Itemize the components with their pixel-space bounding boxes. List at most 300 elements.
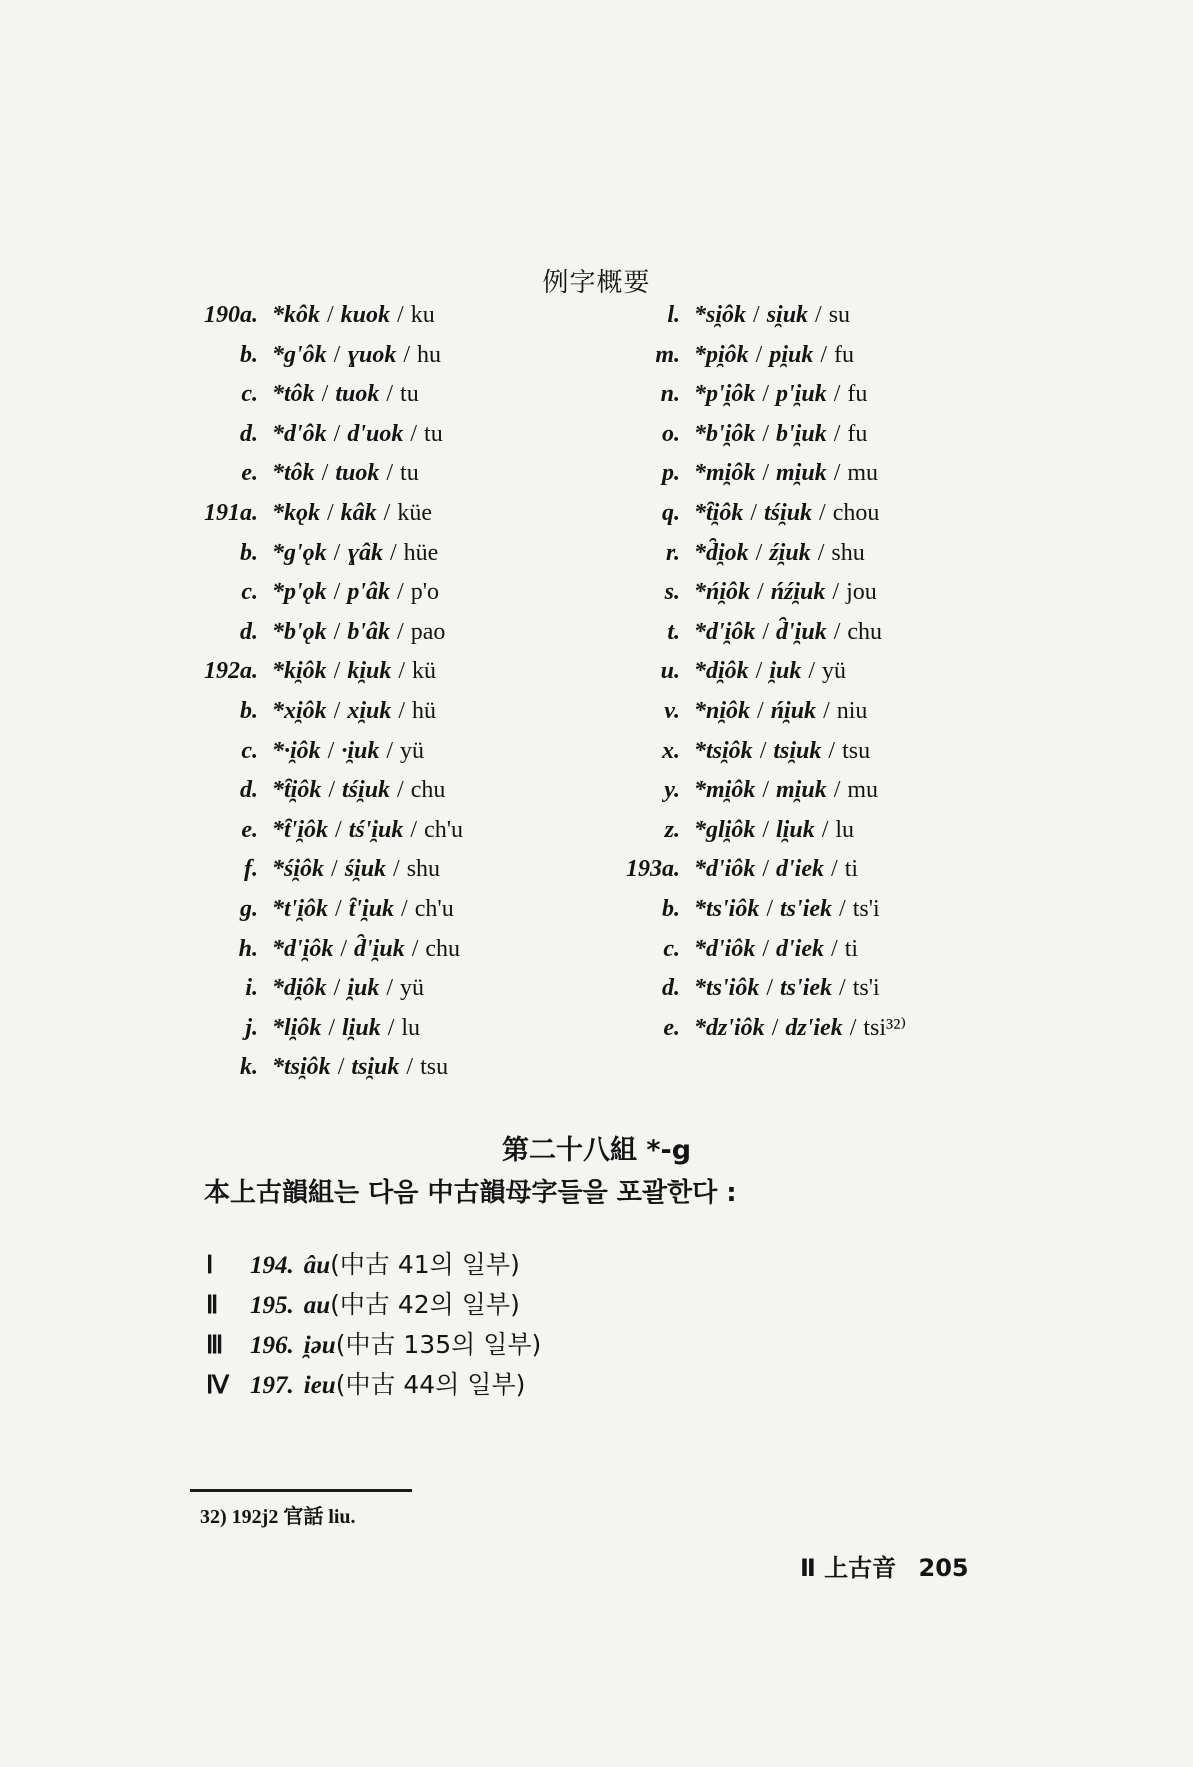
rime-note: (中古 44의 일부) [335, 1370, 526, 1399]
separator: / [410, 420, 418, 447]
separator: / [403, 341, 411, 368]
entry-row [612, 930, 906, 970]
separator: / [406, 1054, 414, 1081]
mandarin-reading: mu [847, 777, 879, 804]
archaic-form: *di̯ôk [272, 975, 327, 1002]
entry-label: 190a. [204, 302, 258, 328]
separator: / [393, 856, 400, 883]
middle-form: d̑'i̯uk [776, 618, 827, 645]
separator: / [849, 1014, 857, 1041]
entry-row [190, 375, 463, 415]
separator: / [333, 697, 341, 724]
archaic-form: *mi̯ôk [694, 777, 756, 804]
separator: / [398, 658, 406, 685]
separator: / [839, 975, 846, 1002]
entry-label: j. [245, 1014, 258, 1041]
entry-row [612, 692, 906, 732]
rime-note: (中古 41의 일부) [330, 1250, 520, 1279]
mandarin-reading: tu [424, 420, 443, 447]
rime-note: (中古 42의 일부) [330, 1290, 520, 1319]
entry-row [190, 534, 463, 574]
entry-label: c. [241, 737, 258, 764]
entry-label: n. [660, 381, 680, 408]
separator: / [833, 420, 841, 447]
separator: / [327, 302, 334, 328]
archaic-form: *d'ôk [272, 420, 327, 447]
archaic-form: *g'ôk [272, 341, 327, 368]
separator: / [766, 895, 774, 922]
archaic-form: *ts'iôk [694, 895, 760, 922]
entry-row [612, 811, 906, 851]
mandarin-reading: kü [412, 658, 437, 685]
separator: / [333, 539, 341, 566]
separator: / [401, 895, 408, 922]
separator: / [397, 618, 404, 645]
middle-form: kuok [340, 302, 391, 328]
entry-row [612, 613, 906, 653]
rime-roman: Ⅳ [206, 1372, 230, 1399]
entry-row [190, 850, 463, 890]
separator: / [390, 539, 397, 566]
separator: / [755, 658, 763, 685]
entry-label: 192a. [204, 658, 258, 685]
middle-form: tsi̯uk [351, 1054, 400, 1081]
archaic-form: *tôk [272, 381, 315, 408]
entry-row [190, 732, 463, 772]
middle-form: ɣuok [347, 341, 397, 368]
mandarin-reading: chou [832, 499, 880, 526]
separator: / [327, 499, 334, 526]
entry-label: d. [240, 618, 258, 645]
separator: / [762, 618, 770, 645]
separator: / [337, 1054, 345, 1081]
mandarin-reading: hü [412, 697, 437, 724]
entry-row [190, 890, 463, 930]
archaic-form: *d'iôk [694, 856, 756, 883]
separator: / [815, 302, 822, 328]
separator: / [771, 1014, 779, 1041]
entry-row [612, 573, 906, 613]
separator: / [833, 777, 841, 804]
separator: / [331, 856, 338, 883]
middle-form: ńźi̯uk [770, 579, 826, 606]
archaic-form: *ki̯ôk [272, 658, 327, 685]
section-title: 例字概要 [542, 268, 651, 298]
separator: / [333, 658, 341, 685]
separator: / [755, 341, 763, 368]
separator: / [832, 579, 840, 606]
entry-row [612, 534, 906, 574]
separator: / [333, 579, 341, 606]
middle-form: ·i̯uk [341, 737, 380, 764]
mandarin-reading: fu [834, 341, 855, 368]
separator: / [823, 697, 830, 724]
mandarin-reading: ch'u [424, 816, 464, 843]
middle-form: si̯uk [766, 302, 809, 328]
archaic-form: *t'i̯ôk [272, 895, 329, 922]
separator: / [757, 579, 764, 606]
rime-item [206, 1325, 541, 1365]
mandarin-reading: tu [400, 460, 419, 487]
entry-row [190, 573, 463, 613]
rime-item [206, 1245, 541, 1285]
rime-roman: Ⅱ [206, 1292, 219, 1319]
archaic-form: *p'i̯ôk [694, 381, 756, 408]
footnote-rule [190, 1489, 412, 1492]
entry-label: l. [667, 302, 680, 328]
archaic-form: *ni̯ôk [694, 697, 751, 724]
entry-row [190, 771, 463, 811]
entry-label: y. [664, 777, 680, 804]
entry-row [190, 454, 463, 494]
mandarin-reading: chu [410, 777, 446, 804]
entries-right-column [612, 296, 906, 1048]
middle-form: pi̯uk [769, 341, 814, 368]
archaic-form: *pi̯ôk [694, 341, 749, 368]
middle-form: ɣâk [347, 539, 383, 566]
archaic-form: *kǫk [272, 499, 320, 526]
separator: / [820, 341, 828, 368]
separator: / [397, 777, 404, 804]
archaic-form: *g'ǫk [272, 539, 327, 566]
separator: / [333, 618, 341, 645]
archaic-form: *di̯ôk [694, 658, 749, 685]
archaic-form: *tsi̯ôk [272, 1054, 331, 1081]
page-footer [800, 1548, 969, 1583]
mandarin-reading: ts'i [852, 895, 880, 922]
separator: / [386, 460, 394, 487]
middle-form: t̑'i̯uk [348, 895, 395, 922]
archaic-form: *dz'iôk [694, 1014, 765, 1041]
archaic-form: *d'i̯ôk [272, 935, 334, 962]
mandarin-reading: su [828, 302, 851, 328]
entries-left-column [190, 296, 463, 1088]
separator: / [839, 895, 846, 922]
entry-row [190, 692, 463, 732]
entry-label: k. [240, 1054, 258, 1081]
archaic-form: *d̑i̯ok [694, 539, 749, 566]
separator: / [757, 697, 764, 724]
archaic-form: *t̑i̯ôk [694, 499, 744, 526]
mandarin-reading: fu [847, 420, 868, 447]
middle-form: tśi̯uk [764, 499, 813, 526]
entry-row [612, 890, 906, 930]
rime-number: 196. [250, 1332, 294, 1359]
separator: / [828, 737, 836, 764]
separator: / [762, 460, 770, 487]
middle-form: tuok [335, 460, 380, 487]
entry-label: x. [662, 737, 680, 764]
separator: / [335, 895, 342, 922]
separator: / [328, 1014, 336, 1041]
separator: / [762, 856, 770, 883]
separator: / [762, 935, 770, 962]
mandarin-reading: lu [401, 1014, 421, 1041]
separator: / [759, 737, 767, 764]
entry-row [190, 652, 463, 692]
separator: / [397, 302, 404, 328]
rime-number: 194. [250, 1252, 294, 1279]
entry-label: 193a. [626, 856, 680, 883]
middle-form: i̯uk [769, 658, 802, 685]
middle-form: tśi̯uk [342, 777, 391, 804]
entry-row [612, 969, 906, 1009]
entry-label: z. [664, 816, 680, 843]
mandarin-reading: tsu [842, 737, 871, 764]
entry-label: d. [240, 777, 258, 804]
entry-label: u. [660, 658, 680, 685]
rime-item [206, 1365, 541, 1405]
middle-form: li̯uk [776, 816, 815, 843]
middle-form: i̯uk [347, 975, 380, 1002]
mandarin-reading: tsu [420, 1054, 449, 1081]
rime-form: i̯ǝu [303, 1332, 336, 1359]
middle-form: ts'iek [780, 895, 833, 922]
middle-form: kâk [340, 499, 377, 526]
separator: / [335, 816, 342, 843]
separator: / [831, 856, 838, 883]
entry-row [190, 613, 463, 653]
archaic-form: *ńi̯ôk [694, 579, 751, 606]
separator: / [766, 975, 774, 1002]
separator: / [833, 460, 841, 487]
entry-row [612, 336, 906, 376]
page-number: 205 [918, 1554, 969, 1582]
middle-form: d'iek [776, 856, 825, 883]
middle-form: p'âk [347, 579, 391, 606]
entry-label: o. [662, 420, 680, 447]
middle-form: p'i̯uk [776, 381, 827, 408]
separator: / [762, 777, 770, 804]
middle-form: tś'i̯uk [348, 816, 404, 843]
separator: / [321, 381, 329, 408]
entry-row [612, 415, 906, 455]
mandarin-reading: ch'u [414, 895, 454, 922]
separator: / [808, 658, 816, 685]
mandarin-reading: niu [836, 697, 868, 724]
rime-number: 195. [250, 1292, 294, 1319]
separator: / [386, 737, 394, 764]
mandarin-reading: mu [847, 460, 879, 487]
entry-row [612, 1009, 906, 1049]
mandarin-reading: ku [410, 302, 435, 328]
entry-label: e. [241, 816, 258, 843]
archaic-form: *li̯ôk [272, 1014, 322, 1041]
entry-row [190, 930, 463, 970]
rime-roman: Ⅰ [206, 1252, 214, 1279]
separator: / [333, 975, 341, 1002]
entry-label: h. [238, 935, 258, 962]
archaic-form: *d'i̯ôk [694, 618, 756, 645]
entry-label: s. [664, 579, 680, 606]
rime-list [206, 1245, 541, 1405]
separator: / [753, 302, 760, 328]
separator: / [340, 935, 348, 962]
archaic-form: *xi̯ôk [272, 697, 327, 724]
archaic-form: *tsi̯ôk [694, 737, 753, 764]
mandarin-reading: hüe [403, 539, 439, 566]
middle-form: źi̯uk [769, 539, 811, 566]
separator: / [328, 777, 336, 804]
archaic-form: *p'ǫk [272, 579, 327, 606]
entry-row [190, 811, 463, 851]
entry-label: 191a. [204, 499, 258, 526]
archaic-form: *b'i̯ôk [694, 420, 756, 447]
archaic-form: *si̯ôk [694, 302, 747, 328]
rime-note: (中古 135의 일부) [335, 1330, 542, 1359]
entry-label: v. [664, 697, 680, 724]
separator: / [762, 816, 770, 843]
middle-form: tuok [335, 381, 380, 408]
entry-row [612, 850, 906, 890]
group-title: 第二十八組 *-g [501, 1135, 692, 1166]
rime-form: âu [303, 1252, 331, 1279]
entry-label: e. [241, 460, 258, 487]
mandarin-reading: shu [831, 539, 865, 566]
separator: / [817, 539, 825, 566]
separator: / [386, 975, 394, 1002]
archaic-form: *b'ǫk [272, 618, 327, 645]
entry-row [612, 296, 906, 336]
entry-label: c. [241, 381, 258, 408]
middle-form: ńi̯uk [770, 697, 817, 724]
middle-form: ts'iek [780, 975, 833, 1002]
mandarin-reading: tsi³²⁾ [863, 1014, 907, 1041]
entry-label: b. [240, 341, 258, 368]
middle-form: śi̯uk [344, 856, 387, 883]
archaic-form: *d'iôk [694, 935, 756, 962]
separator: / [833, 618, 841, 645]
archaic-form: *śi̯ôk [272, 856, 325, 883]
rime-item [206, 1285, 541, 1325]
entry-label: g. [240, 895, 258, 922]
entry-row [190, 415, 463, 455]
archaic-form: *ts'iôk [694, 975, 760, 1002]
entry-row [190, 969, 463, 1009]
separator: / [333, 341, 341, 368]
separator: / [762, 420, 770, 447]
archaic-form: *mi̯ôk [694, 460, 756, 487]
entry-row [612, 771, 906, 811]
separator: / [410, 816, 418, 843]
separator: / [333, 420, 341, 447]
entry-row [612, 494, 906, 534]
entry-label: q. [662, 499, 680, 526]
middle-form: d'iek [776, 935, 825, 962]
mandarin-reading: yü [822, 658, 847, 685]
separator: / [819, 499, 826, 526]
entry-label: i. [245, 975, 258, 1002]
entry-row [612, 454, 906, 494]
separator: / [387, 1014, 395, 1041]
separator: / [762, 381, 770, 408]
entry-label: b. [662, 895, 680, 922]
mandarin-reading: fu [847, 381, 868, 408]
entry-row [612, 732, 906, 772]
mandarin-reading: yü [400, 737, 425, 764]
mandarin-reading: p'o [410, 579, 440, 606]
middle-form: xi̯uk [347, 697, 392, 724]
rime-form: au [303, 1292, 331, 1319]
archaic-form: *gli̯ôk [694, 816, 756, 843]
mandarin-reading: ts'i [852, 975, 880, 1002]
mandarin-reading: shu [406, 856, 441, 883]
entry-label: b. [240, 539, 258, 566]
middle-form: ki̯uk [347, 658, 392, 685]
entry-row [190, 494, 463, 534]
separator: / [831, 935, 838, 962]
entry-label: e. [663, 1014, 680, 1041]
mandarin-reading: tu [400, 381, 419, 408]
archaic-form: *·i̯ôk [272, 737, 321, 764]
entry-label: t. [667, 618, 680, 645]
middle-form: mi̯uk [776, 460, 827, 487]
mandarin-reading: pao [410, 618, 446, 645]
entry-row [190, 1048, 463, 1088]
rime-form: ieu [303, 1372, 336, 1399]
separator: / [397, 579, 404, 606]
middle-form: d'uok [347, 420, 404, 447]
mandarin-reading: chu [425, 935, 461, 962]
separator: / [411, 935, 419, 962]
separator: / [750, 499, 758, 526]
middle-form: tsi̯uk [773, 737, 822, 764]
entry-label: c. [663, 935, 680, 962]
mandarin-reading: hu [417, 341, 442, 368]
middle-form: d̑'i̯uk [354, 935, 405, 962]
entry-row [190, 296, 463, 336]
rime-roman: Ⅲ [206, 1332, 224, 1359]
separator: / [327, 737, 335, 764]
separator: / [833, 381, 841, 408]
middle-form: b'i̯uk [776, 420, 827, 447]
separator: / [755, 539, 763, 566]
entry-label: d. [240, 420, 258, 447]
entry-label: r. [665, 539, 680, 566]
separator: / [821, 816, 829, 843]
middle-form: b'âk [347, 618, 391, 645]
group-description: 本上古韻組는 다음 中古韻母字들을 포괄한다 : [204, 1178, 737, 1208]
entry-label: m. [655, 341, 680, 368]
separator: / [386, 381, 394, 408]
mandarin-reading: yü [400, 975, 425, 1002]
entry-label: c. [241, 579, 258, 606]
entry-row [190, 1009, 463, 1049]
entry-row [612, 652, 906, 692]
separator: / [398, 697, 406, 724]
middle-form: li̯uk [342, 1014, 381, 1041]
archaic-form: *t̑'i̯ôk [272, 816, 329, 843]
footnote: 32) 192j2 官話 liu. [200, 1506, 356, 1528]
entry-label: d. [662, 975, 680, 1002]
entry-label: b. [240, 697, 258, 724]
middle-form: mi̯uk [776, 777, 827, 804]
separator: / [321, 460, 329, 487]
mandarin-reading: küe [397, 499, 432, 526]
separator: / [383, 499, 391, 526]
mandarin-reading: jou [846, 579, 877, 606]
middle-form: dz'iek [785, 1014, 843, 1041]
entry-label: p. [662, 460, 680, 487]
mandarin-reading: ti [844, 856, 859, 883]
archaic-form: *t̑i̯ôk [272, 777, 322, 804]
entry-row [612, 375, 906, 415]
running-section-title: Ⅱ 上古音 [800, 1554, 897, 1582]
mandarin-reading: ti [844, 935, 859, 962]
entry-label: f. [244, 856, 258, 883]
mandarin-reading: chu [847, 618, 883, 645]
archaic-form: *tôk [272, 460, 315, 487]
